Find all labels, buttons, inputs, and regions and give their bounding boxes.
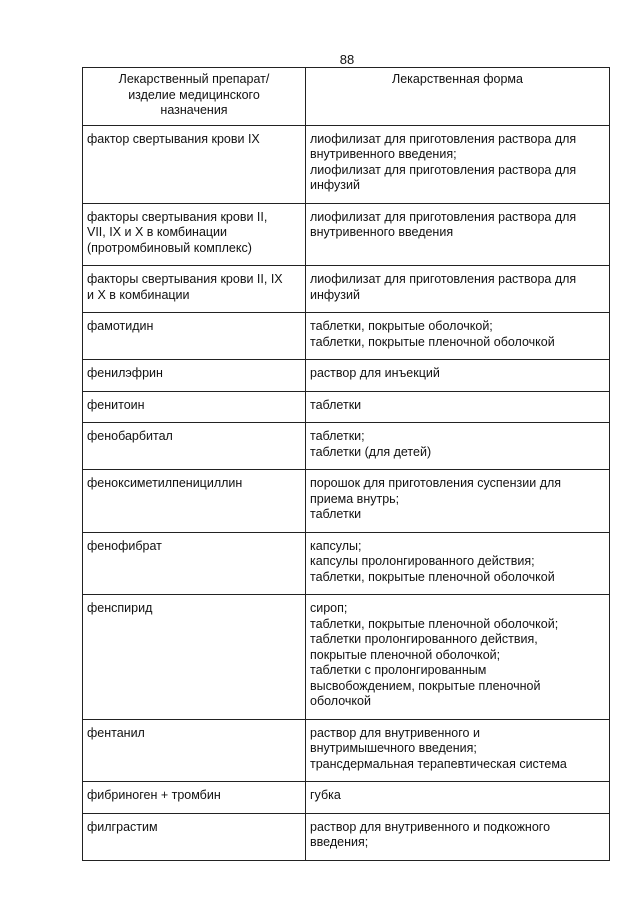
table-row (83, 719, 610, 782)
drug-name-cell (83, 719, 306, 782)
table-body (83, 125, 610, 860)
header-dosage-form (306, 68, 610, 126)
dosage-form-line: таблетки; (310, 429, 365, 443)
dosage-form-cell (306, 360, 610, 392)
dosage-form-cell (306, 595, 610, 720)
drug-name-cell (83, 532, 306, 595)
table-row (83, 266, 610, 313)
dosage-form-line: раствор для внутривенного и (310, 725, 480, 740)
dosage-form-line: лиофилизат для приготовления раствора для (310, 272, 577, 286)
dosage-form-line: покрытые пленочной оболочкой; (310, 647, 501, 662)
dosage-form-cell (306, 125, 610, 203)
dosage-form-cell (306, 313, 610, 360)
dosage-form-line: лиофилизат для приготовления раствора для (310, 162, 577, 177)
dosage-form-line: порошок для приготовления суспензии для (310, 476, 562, 490)
dosage-form-line: таблетки (310, 507, 362, 521)
dosage-form-line: сироп; (310, 601, 348, 615)
header-drug-name (83, 68, 306, 126)
drug-name-cell (83, 470, 306, 533)
drug-name-cell (83, 125, 306, 203)
drug-name-line: фенитоин (87, 397, 145, 412)
table-row (83, 813, 610, 860)
drug-name-cell (83, 423, 306, 470)
table-row (83, 532, 610, 595)
dosage-form-line: таблетки (для детей) (310, 444, 432, 459)
table-row (83, 595, 610, 720)
dosage-form-line: внутривенного введения; (310, 147, 457, 161)
dosage-form-line: таблетки (310, 397, 362, 412)
dosage-form-line: таблетки, покрытые пленочной оболочкой (310, 569, 555, 584)
dosage-form-cell (306, 266, 610, 313)
dosage-form-line: оболочкой (310, 694, 371, 708)
table-row (83, 125, 610, 203)
table-row (83, 782, 610, 814)
dosage-form-line: таблетки, покрытые пленочной оболочкой (310, 334, 555, 349)
dosage-form-line: капсулы; (310, 538, 362, 553)
dosage-form-cell (306, 470, 610, 533)
dosage-form-cell (306, 719, 610, 782)
drug-name-cell (83, 203, 306, 266)
dosage-form-cell (306, 532, 610, 595)
drug-name-cell (83, 266, 306, 313)
dosage-form-line: капсулы пролонгированного действия; (310, 554, 535, 568)
dosage-form-line: введения; (310, 835, 369, 849)
dosage-form-line: лиофилизат для приготовления раствора для (310, 209, 577, 224)
drug-name-line: фактор свертывания крови IX (87, 131, 260, 146)
drug-name-line: факторы свертывания крови II, (87, 209, 268, 224)
table-row (83, 313, 610, 360)
dosage-form-line: губка (310, 788, 341, 802)
dosage-form-line: лиофилизат для приготовления раствора для (310, 131, 577, 146)
dosage-form-line: внутримышечного введения; (310, 741, 477, 755)
dosage-form-line: раствор для инъекций (310, 366, 440, 380)
drug-name-line: филграстим (87, 819, 158, 834)
drug-name-line: фенилэфрин (87, 366, 163, 380)
drug-name-line: фибриноген + тромбин (87, 788, 221, 802)
dosage-form-cell (306, 813, 610, 860)
table-row (83, 423, 610, 470)
drug-name-cell (83, 360, 306, 392)
drug-name-line: феноксиметилпенициллин (87, 476, 243, 490)
drug-name-cell (83, 813, 306, 860)
dosage-form-line: инфузий (310, 178, 360, 192)
header-line: Лекарственный препарат/ (118, 72, 270, 86)
page-number: 88 (339, 52, 355, 67)
dosage-form-line: высвобождением, покрытые пленочной (310, 678, 541, 693)
dosage-form-cell (306, 391, 610, 423)
drug-name-line: фенофибрат (87, 538, 162, 553)
table-row (83, 360, 610, 392)
header-line: назначения (160, 103, 228, 117)
drug-name-cell (83, 391, 306, 423)
drug-name-line: и X в комбинации (87, 287, 190, 302)
dosage-form-line: трансдермальная терапевтическая система (310, 756, 567, 771)
table-row (83, 391, 610, 423)
drug-name-cell (83, 595, 306, 720)
dosage-form-line: инфузий (310, 287, 360, 302)
drug-table (82, 67, 610, 861)
drug-name-line: фентанил (87, 725, 145, 740)
dosage-form-line: таблетки, покрытые пленочной оболочкой; (310, 616, 559, 631)
table-row (83, 470, 610, 533)
drug-name-line: фенспирид (87, 601, 153, 615)
dosage-form-cell (306, 423, 610, 470)
drug-name-line: фенобарбитал (87, 429, 173, 443)
dosage-form-line: приема внутрь; (310, 491, 400, 506)
dosage-form-cell (306, 203, 610, 266)
dosage-form-line: таблетки, покрытые оболочкой; (310, 319, 493, 333)
drug-name-cell (83, 782, 306, 814)
drug-name-line: VII, IX и X в комбинации (87, 225, 228, 239)
table-row (83, 203, 610, 266)
dosage-form-cell (306, 782, 610, 814)
drug-name-line: (протромбиновый комплекс) (87, 240, 252, 255)
dosage-form-line: таблетки пролонгированного действия, (310, 632, 538, 646)
drug-name-line: фамотидин (87, 319, 154, 333)
dosage-form-line: внутривенного введения (310, 225, 454, 239)
header-line: Лекарственная форма (392, 72, 523, 86)
dosage-form-line: раствор для внутривенного и подкожного (310, 819, 551, 834)
dosage-form-line: таблетки с пролонгированным (310, 663, 487, 677)
table-header-row (83, 68, 610, 126)
header-line: изделие медицинского (128, 87, 260, 102)
drug-name-line: факторы свертывания крови II, IX (87, 272, 283, 286)
drug-name-cell (83, 313, 306, 360)
